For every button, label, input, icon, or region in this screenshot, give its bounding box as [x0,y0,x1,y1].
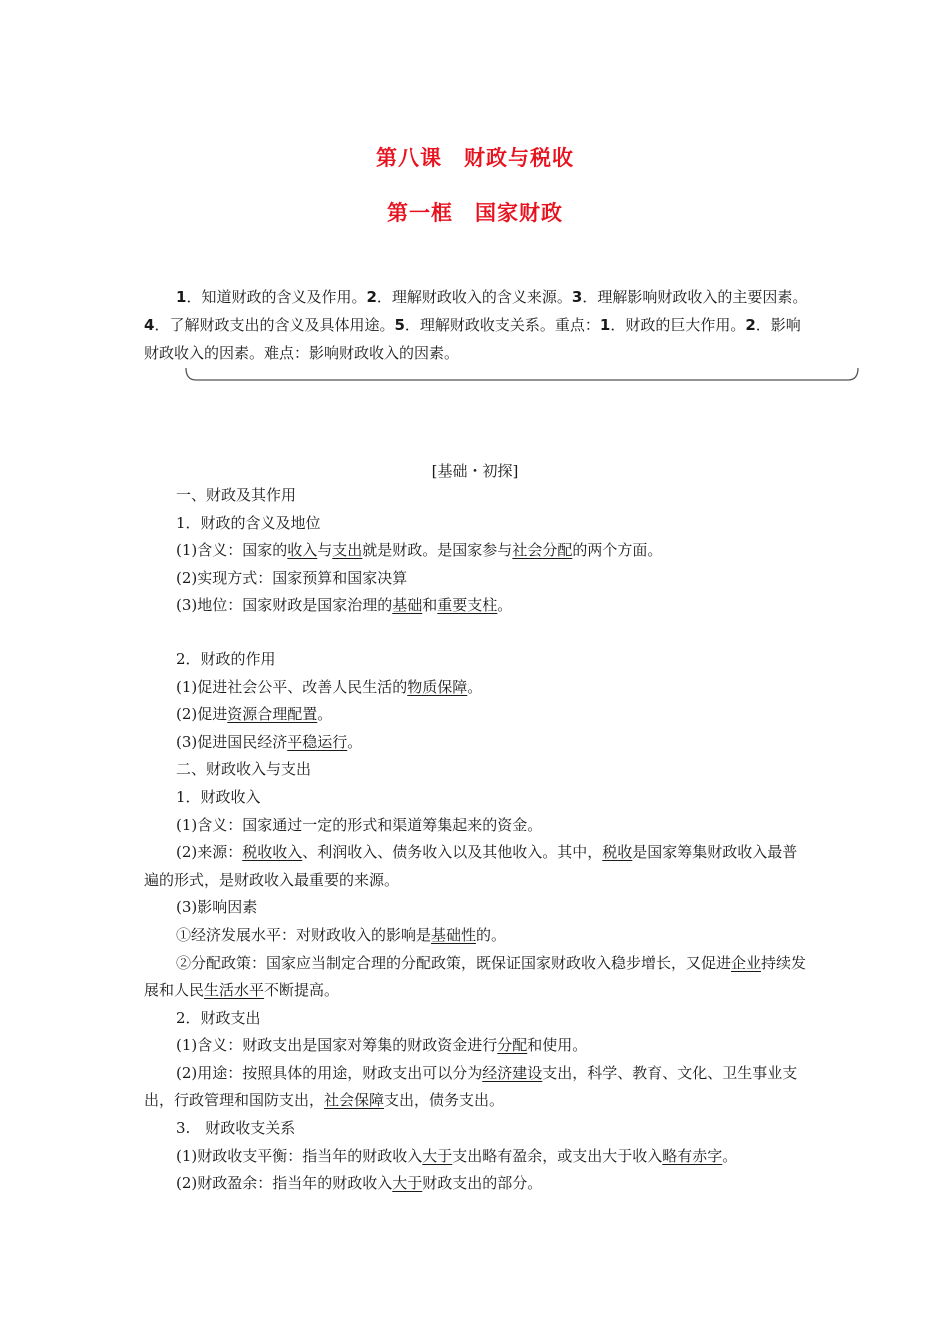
subheading-1-2: 2．财政的作用 [176,649,276,668]
line: (1)含义：财政支出是国家对筹集的财政资金进行分配和使用。 [176,1036,588,1055]
subheading-1-1: 1．财政的含义及地位 [176,513,321,532]
line: (1)促进社会公平、改善人民生活的物质保障。 [176,677,483,696]
line: (1)含义：国家的收入与支出就是财政。是国家参与社会分配的两个方面。 [176,541,663,560]
notes-content [144,482,808,1198]
subheading-2-2: 2．财政支出 [176,1008,261,1027]
subheading-2-1: 1．财政收入 [176,787,261,806]
line: (3)促进国民经济平稳运行。 [176,732,363,751]
section-title: 第一框 国家财政 [387,201,563,225]
lesson-title: 第八课 财政与税收 [376,146,574,170]
line: ①经济发展水平：对财政收入的影响是基础性的。 [176,925,507,944]
subheading-2-3: 3. 财政收支关系 [176,1119,296,1138]
heading-1: 一、财政及其作用 [176,486,297,504]
line: (3)地位：国家财政是国家治理的基础和重要支柱。 [176,596,513,615]
line: (1)含义：国家通过一定的形式和渠道筹集起来的资金。 [176,815,543,834]
line: (1)财政收支平衡：指当年的财政收入大于支出略有盈余，或支出大于收入略有赤字。 [176,1146,738,1165]
heading-2: 二、财政收入与支出 [176,760,312,779]
section-tag: [基础・初探] [431,462,519,480]
line: ②分配政策：国家应当制定合理的分配政策，既保证国家财政收入稳步增长，又促进企业持续发展和人民生活水平不断提高。 [144,953,807,1000]
line: (2)促进资源合理配置。 [176,705,333,724]
line: (2)来源：税收收入、利润收入、债务收入以及其他收入。其中，税收是国家筹集财政收入最普遍的形式，是财政收入最重要的来源。 [144,843,798,889]
line: (3)影响因素 [176,898,258,917]
line: (2)实现方式：国家预算和国家决算 [176,568,408,587]
line: (2)财政盈余：指当年的财政收入大于财政支出的部分。 [176,1174,543,1193]
objectives-bracket [182,366,862,384]
line: (2)用途：按照具体的用途，财政支出可以分为经济建设支出，科学、教育、文化、卫生事业支出，行政管理和国防支出，社会保障支出，债务支出。 [144,1063,798,1110]
learning-objectives: 1．知道财政的含义及作用。2．理解财政收入的含义来源。3．理解影响财政收入的主要因素。4．了解财政支出的含义及具体用途。5．理解财政收支关系。重点：1．财政的巨大作用。2．影响财政收入的因素。难点：影响财政收入的因素。 [144,288,808,362]
